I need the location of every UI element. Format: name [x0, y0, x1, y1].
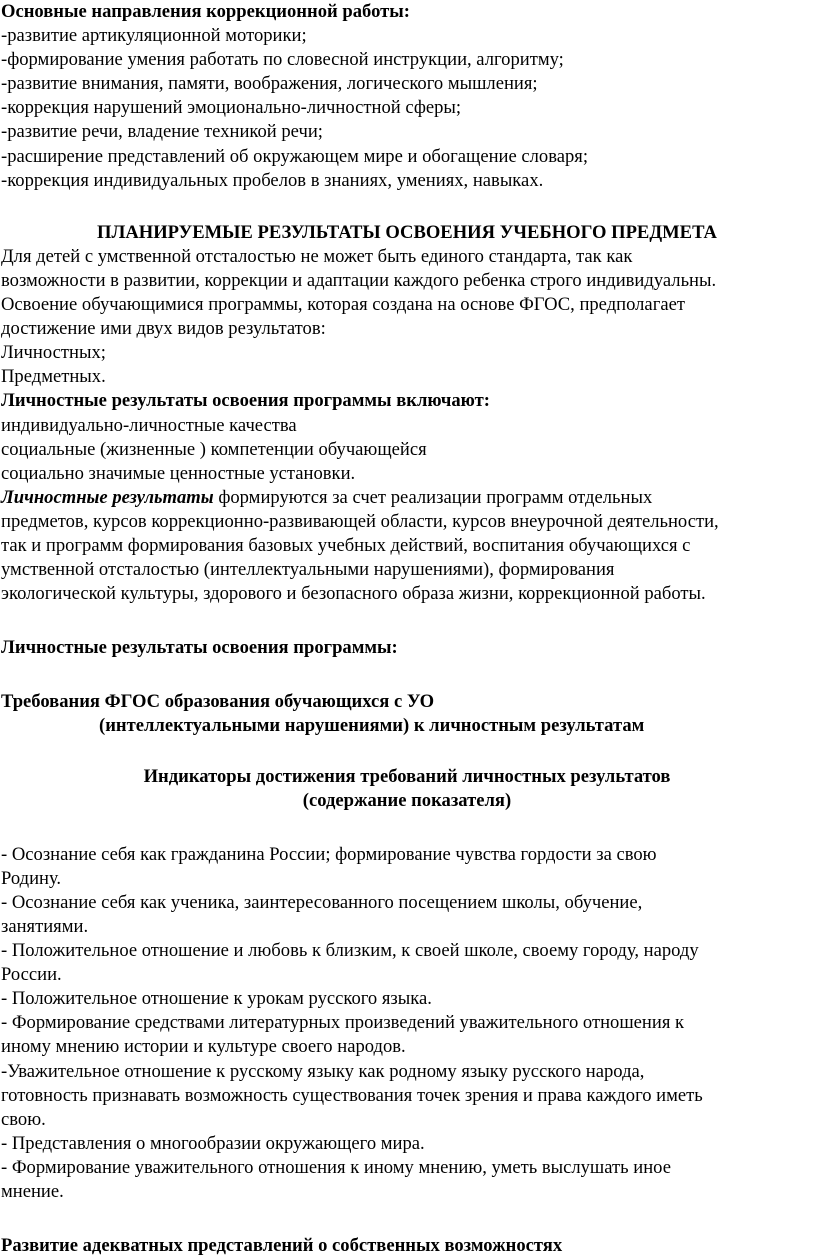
indicator-line: -Уважительное отношение к русскому языку как родному языку русского народа,: [1, 1060, 645, 1082]
spacer: [1, 660, 813, 690]
indicator-line: Родину.: [1, 867, 62, 889]
spacer: [1, 606, 813, 636]
indicator-line: иному мнению истории и культуре своего народов.: [1, 1036, 406, 1058]
personal-results-item: индивидуально-личностные качества: [1, 414, 297, 436]
indicator-line: - Представления о многообразии окружающего мира.: [1, 1132, 425, 1154]
personal-results-program-heading: Личностные результаты освоения программы:: [1, 637, 398, 659]
indicator-line: свою.: [1, 1108, 46, 1130]
indicator-line: готовность признавать возможность существования точек зрения и права каждого иметь: [1, 1084, 703, 1106]
indicator-line: занятиями.: [1, 916, 89, 937]
document-page: [1, 0, 813, 1258]
personal-results-item: социально значимые ценностные установки.: [1, 462, 356, 484]
correction-item: -коррекция нарушений эмоционально-личностной сферы;: [1, 97, 462, 119]
indicator-line: - Положительное отношение и любовь к близким, к своей школе, своему городу, народу: [1, 940, 699, 962]
personal-results-heading: Личностные результаты освоения программы включают:: [1, 390, 490, 412]
indicator-line: - Формирование средствами литературных произведений уважительного отношения к: [1, 1012, 685, 1034]
planned-results-line: Предметных.: [1, 366, 106, 388]
spacer: [1, 193, 813, 221]
personal-results-paragraph-line: экологической культуры, здорового и безопасного образа жизни, коррекционной работы.: [1, 583, 706, 605]
indicator-line: мнение.: [1, 1181, 64, 1203]
personal-results-paragraph-line: умственной отсталостью (интеллектуальными нарушениями), формирования: [1, 559, 615, 581]
planned-results-line: возможности в развитии, коррекции и адаптации каждого ребенка строго индивидуальны.: [1, 269, 717, 291]
correction-item: -расширение представлений об окружающем мире и обогащение словаря;: [1, 145, 589, 167]
spacer: [1, 1204, 813, 1234]
personal-results-lead: Личностные результаты: [1, 486, 214, 508]
personal-results-item: социальные (жизненные ) компетенции обучающейся: [1, 438, 427, 460]
spacer: [1, 739, 813, 765]
indicator-line: - Формирование уважительного отношения к иному мнению, уметь выслушать иное: [1, 1156, 671, 1178]
planned-results-line: Освоение обучающимися программы, которая создана на основе ФГОС, предполагает: [1, 294, 685, 316]
indicator-line: России.: [1, 964, 62, 986]
spacer: [1, 813, 813, 843]
planned-results-line: Для детей с умственной отсталостью не может быть единого стандарта, так как: [1, 245, 633, 267]
correction-item: -развитие артикуляционной моторики;: [1, 25, 307, 47]
correction-item: -формирование умения работать по словесной инструкции, алгоритму;: [1, 49, 564, 71]
correction-heading: Основные направления коррекционной работы:: [1, 1, 410, 22]
correction-item: -развитие внимания, памяти, воображения, логического мышления;: [1, 73, 538, 95]
requirements-heading-line2: (интеллектуальными нарушениями) к личностным результатам: [99, 715, 645, 737]
indicators-heading-line2: (содержание показателя): [302, 789, 512, 811]
planned-results-line: Личностных;: [1, 342, 106, 364]
correction-item: -коррекция индивидуальных пробелов в знаниях, умениях, навыках.: [1, 169, 544, 191]
correction-item: -развитие речи, владение техникой речи;: [1, 121, 323, 143]
indicator-line: - Осознание себя как ученика, заинтересованного посещением школы, обучение,: [1, 891, 643, 913]
personal-results-first-rest: формируются за счет реализации программ отдельных: [213, 486, 653, 508]
personal-results-paragraph-first: [1, 486, 813, 510]
indicator-line: - Положительное отношение к урокам русского языка.: [1, 988, 432, 1010]
planned-results-line: достижение ими двух видов результатов:: [1, 318, 326, 340]
planned-results-heading: ПЛАНИРУЕМЫЕ РЕЗУЛЬТАТЫ ОСВОЕНИЯ УЧЕБНОГО ПРЕДМЕТА: [97, 221, 717, 243]
personal-results-paragraph-line: так и программ формирования базовых учебных действий, воспитания обучающихся с: [1, 534, 691, 556]
requirements-heading-line1: Требования ФГОС образования обучающихся с УО: [1, 691, 435, 713]
indicators-heading-line1: Индикаторы достижения требований личностных результатов: [143, 765, 671, 787]
footer-heading: Развитие адекватных представлений о собственных возможностях: [1, 1235, 563, 1257]
personal-results-paragraph-line: предметов, курсов коррекционно-развивающей области, курсов внеурочной деятельности,: [1, 510, 719, 532]
indicator-line: - Осознание себя как гражданина России; формирование чувства гордости за свою: [1, 843, 657, 865]
